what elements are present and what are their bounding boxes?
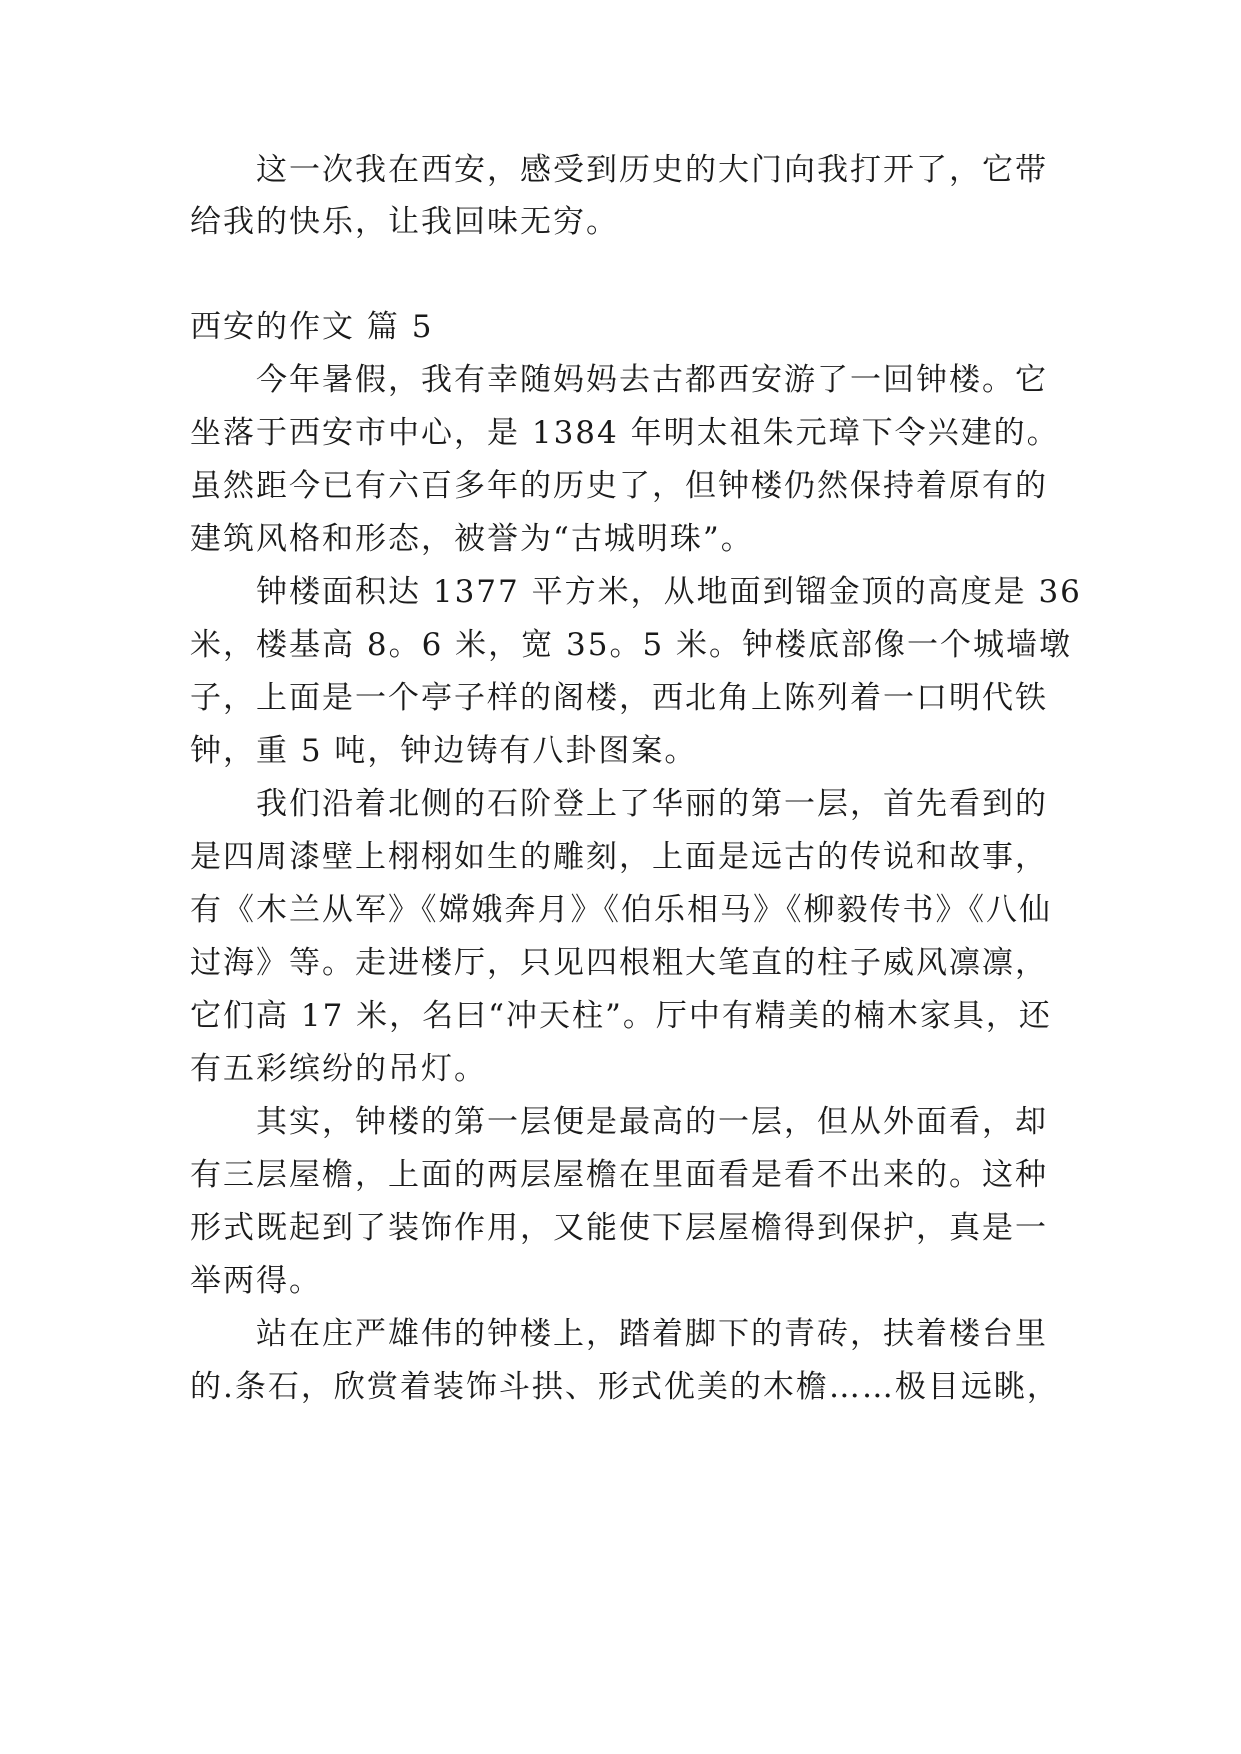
paragraph-line: 形式既起到了装饰作用，又能使下层屋檐得到保护，真是一 — [190, 1210, 1048, 1246]
paragraph-line: 给我的快乐，让我回味无穷。 — [190, 204, 619, 240]
paragraph-line: 的.条石，欣赏着装饰斗拱、形式优美的木檐……极目远眺， — [190, 1369, 1060, 1405]
paragraph-line: 虽然距今已有六百多年的历史了，但钟楼仍然保持着原有的 — [190, 468, 1048, 504]
paragraph-line: 是四周漆壁上栩栩如生的雕刻，上面是远古的传说和故事， — [190, 839, 1048, 875]
paragraph-line: 钟楼面积达 1377 平方米，从地面到镏金顶的高度是 36 — [256, 574, 1082, 610]
paragraph-line: 钟，重 5 吨，钟边铸有八卦图案。 — [190, 733, 698, 769]
paragraph-line: 米，楼基高 8。6 米，宽 35。5 米。钟楼底部像一个城墙墩 — [190, 627, 1073, 663]
paragraph-line: 它们高 17 米，名曰“冲天柱”。厅中有精美的楠木家具，还 — [190, 998, 1052, 1034]
paragraph-line: 站在庄严雄伟的钟楼上，踏着脚下的青砖，扶着楼台里 — [256, 1316, 1048, 1352]
paragraph-line: 举两得。 — [190, 1263, 322, 1299]
paragraph-line: 过海》等。走进楼厅，只见四根粗大笔直的柱子威风凛凛， — [190, 945, 1048, 981]
paragraph-line: 子，上面是一个亭子样的阁楼，西北角上陈列着一口明代铁 — [190, 680, 1048, 716]
section-heading: 西安的作文 篇 5 — [190, 309, 434, 345]
paragraph-line: 有三层屋檐，上面的两层屋檐在里面看是看不出来的。这种 — [190, 1157, 1048, 1193]
paragraph-line: 坐落于西安市中心，是 1384 年明太祖朱元璋下令兴建的。 — [190, 415, 1060, 451]
paragraph-line: 有五彩缤纷的吊灯。 — [190, 1051, 487, 1087]
paragraph-line: 其实，钟楼的第一层便是最高的一层，但从外面看，却 — [256, 1104, 1048, 1140]
paragraph-line: 有《木兰从军》《嫦娥奔月》《伯乐相马》《柳毅传书》《八仙 — [190, 892, 1052, 928]
paragraph-line: 建筑风格和形态，被誉为“古城明珠”。 — [190, 521, 754, 557]
paragraph-line: 我们沿着北侧的石阶登上了华丽的第一层，首先看到的 — [256, 786, 1048, 822]
paragraph-line: 今年暑假，我有幸随妈妈去古都西安游了一回钟楼。它 — [256, 362, 1048, 398]
paragraph-line: 这一次我在西安，感受到历史的大门向我打开了，它带 — [256, 152, 1048, 188]
